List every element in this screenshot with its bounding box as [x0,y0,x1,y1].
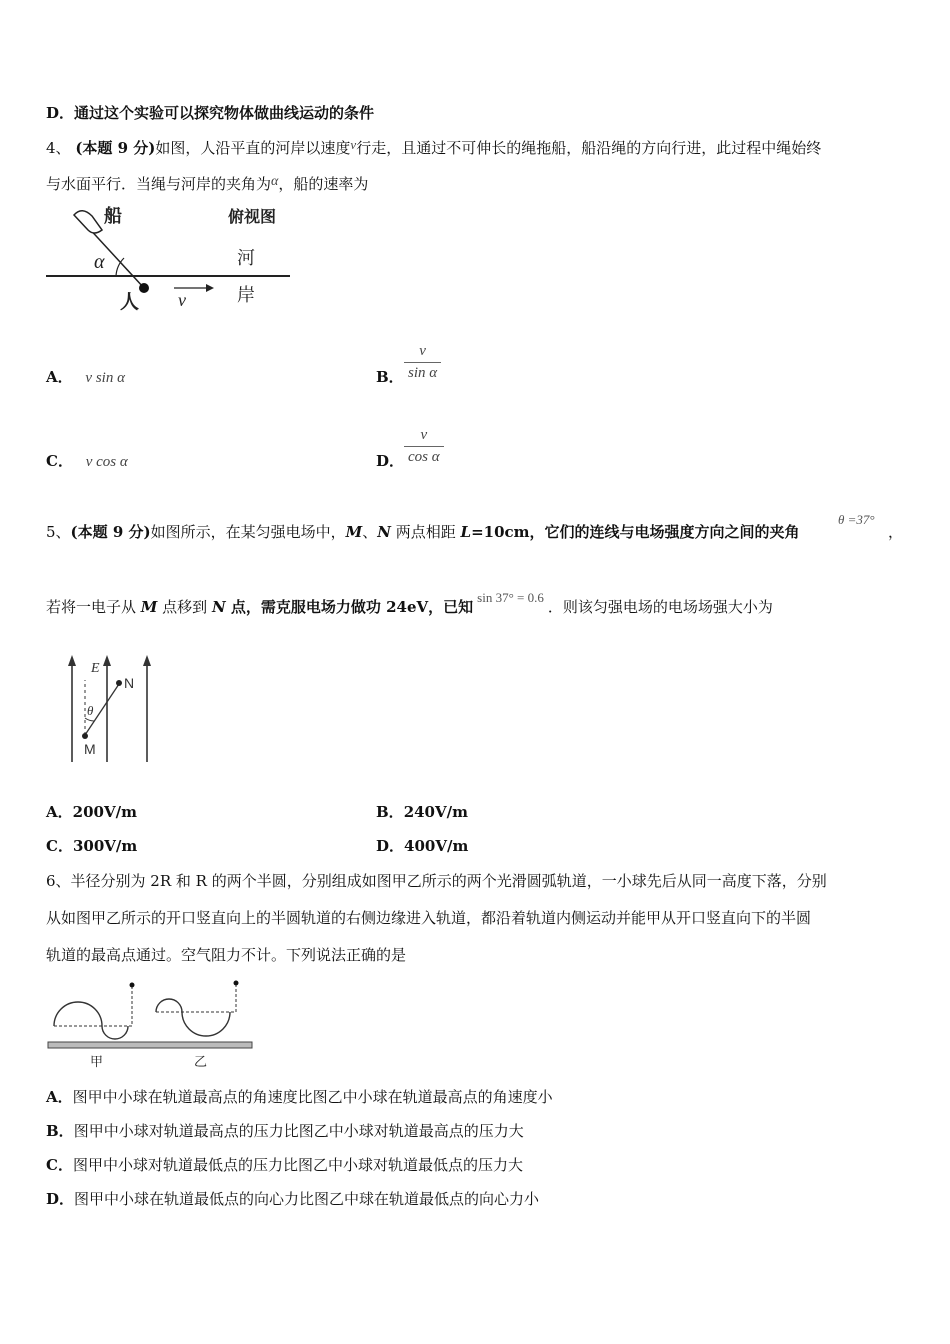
q4-velocity-arrowhead [206,284,214,292]
q5-field-arrow-right [143,655,151,666]
q4-text-c: 与水面平行．当绳与河岸的夹角为 [46,175,272,193]
q5-option-d-label: D． [376,837,405,855]
q4-option-a[interactable] [46,366,125,387]
q4-option-d-den: cos α [404,446,444,466]
q4-option-c[interactable] [46,450,128,471]
q5-option-a-value: 200V/m [72,803,137,821]
q6-option-b-label: B． [46,1122,74,1140]
q4-fig-river: 河 [237,248,255,269]
q4-stem-line2 [46,173,368,194]
q4-text-b: 行走，且通过不可伸长的绳拖船，船沿绳的方向行进，此过程中绳始终 [356,139,822,157]
q5-theta-arc [85,718,94,721]
q5-N: N [377,523,391,541]
q4-option-b-num: v [419,343,426,359]
q4-number: 4、 [46,139,71,157]
q5-theta-expr-wrap [838,510,875,528]
q6-jia-big-arc [54,1002,102,1026]
q4-text-a: 如图，人沿平直的河岸以速度 [155,139,351,157]
q4-option-d[interactable] [376,450,404,471]
q6-line2: 从如图甲乙所示的开口竖直向上的半圆轨道的右侧边缘进入轨道，都沿着轨道内侧运动并能甲从开口竖直向下的半圆 [46,909,812,927]
q6-option-c-label: C． [46,1156,73,1174]
q6-option-c-text: 图甲中小球对轨道最低点的压力比图乙中小球对轨道最低点的压力大 [72,1156,523,1174]
q5-M2: M [140,598,158,616]
q5-M: M [345,523,363,541]
q5-comma-wrap [888,521,903,542]
q5-theta-expr: θ =37° [838,512,875,527]
q5-fig-N: N [124,675,135,691]
q5-field-arrow-left [68,655,76,666]
q5-option-d[interactable] [376,835,468,856]
q5-point-N [116,680,122,686]
q4-option-c-label: C． [46,452,73,470]
q6-jia-ball [130,983,135,988]
q5-text-e: 点移到 [157,598,212,616]
q6-stem-line3 [46,944,406,965]
q6-ground [48,1042,252,1048]
q5-stem-line1 [46,521,800,542]
q4-option-b-label: B． [376,368,404,386]
q5-comma: ， [888,523,904,541]
q4-fig-view: 俯视图 [228,207,277,226]
q4-person-dot [139,283,149,293]
q5-fig-M: M [84,741,96,757]
q4-option-a-expr: v sin α [85,370,125,386]
q4-option-b[interactable] [376,366,404,387]
q6-option-d[interactable] [46,1188,539,1209]
q5-option-c[interactable] [46,835,137,856]
q3-option-d-text: D．通过这个实验可以探究物体做曲线运动的条件 [46,104,375,122]
q4-option-b-den: sin α [404,362,441,382]
q6-stem-line1 [46,870,827,891]
q5-score: (本题 9 分) [70,523,151,541]
q5-option-a[interactable] [46,801,137,822]
q4-option-c-expr: v cos α [85,454,128,470]
q4-var-v: v [350,137,357,152]
q6-option-c[interactable] [46,1154,523,1175]
q5-text-g: ．则该匀强电场的电场场强大小为 [547,598,773,616]
q4-fig-alpha: α [94,251,105,273]
q4-option-a-label: A． [46,368,73,386]
q4-var-alpha: α [271,174,279,189]
q4-fig-bank: 岸 [237,285,255,306]
q4-fig-person: 人 [120,291,140,313]
q5-figure [62,652,162,767]
q6-yi-ball [234,981,239,986]
q6-option-d-label: D． [46,1190,75,1208]
q4-option-d-fraction [404,427,444,466]
q6-yi-small-arc [156,999,182,1012]
q5-text-c: =10cm，它们的连线与电场强度方向之间的夹角 [471,523,800,541]
q6-option-d-text: 图甲中小球在轨道最低点的向心力比图乙中球在轨道最低点的向心力小 [74,1190,540,1208]
q4-fig-boat: 船 [104,206,122,227]
q5-stem-line2 [46,590,773,617]
q5-text-d: 若将一电子从 [46,598,141,616]
q5-text-b: 两点相距 [390,523,461,541]
q5-field-arrow-mid [103,655,111,666]
q5-L: L [460,523,472,541]
q6-stem-line2 [46,907,811,928]
q6-fig-yi: 乙 [194,1055,208,1070]
q5-number: 5、 [46,523,71,541]
q5-text-f: 点，需克服电场力做功 24eV，已知 [225,598,474,616]
q4-stem-line1 [46,137,821,158]
q6-option-b[interactable] [46,1120,524,1141]
q5-option-b[interactable] [376,801,468,822]
q6-option-a[interactable] [46,1086,553,1107]
q6-yi-big-arc [182,1012,230,1036]
q5-option-d-value: 400V/m [404,837,469,855]
q6-line3: 轨道的最高点通过。空气阻力不计。下列说法正确的是 [46,946,407,964]
q4-boat-shape [74,211,102,233]
q5-option-b-value: 240V/m [403,803,468,821]
q5-option-b-label: B． [376,803,404,821]
q4-figure [44,200,294,315]
q3-option-d [46,102,374,123]
q4-option-d-num: v [420,427,428,443]
q6-fig-jia: 甲 [90,1055,104,1070]
q5-option-c-value: 300V/m [72,837,138,855]
q4-option-d-label: D． [376,452,405,470]
q4-angle-arc [116,258,124,276]
q5-option-a-label: A． [46,803,73,821]
q6-figure [46,978,256,1072]
q5-fig-E: E [91,661,100,676]
q5-option-c-label: C． [46,837,73,855]
q4-fig-v: v [178,290,186,310]
q6-option-a-text: 图甲中小球在轨道最高点的角速度比图乙中小球在轨道最高点的角速度小 [72,1088,553,1106]
q4-score: (本题 9 分) [75,139,156,157]
q5-N2: N [211,598,226,616]
q5-fig-theta: θ [87,703,94,718]
q5-sep: 、 [362,523,378,541]
q4-text-d: ，船的速率为 [278,175,369,193]
q5-point-M [82,733,88,739]
q6-option-b-text: 图甲中小球对轨道最高点的压力比图乙中小球对轨道最高点的压力大 [73,1122,524,1140]
q4-option-b-fraction [404,343,441,382]
q6-option-a-label: A． [46,1088,73,1106]
q6-jia-small-arc [102,1026,128,1039]
q5-text-a: 如图所示，在某匀强电场中， [150,523,346,541]
q6-line1: 6、半径分别为 2R 和 R 的两个半圆，分别组成如图甲乙所示的两个光滑圆弧轨道，一小球先后从同一高度下落，分别 [46,872,827,890]
q5-sin-expr: sin 37° = 0.6 [477,590,544,605]
